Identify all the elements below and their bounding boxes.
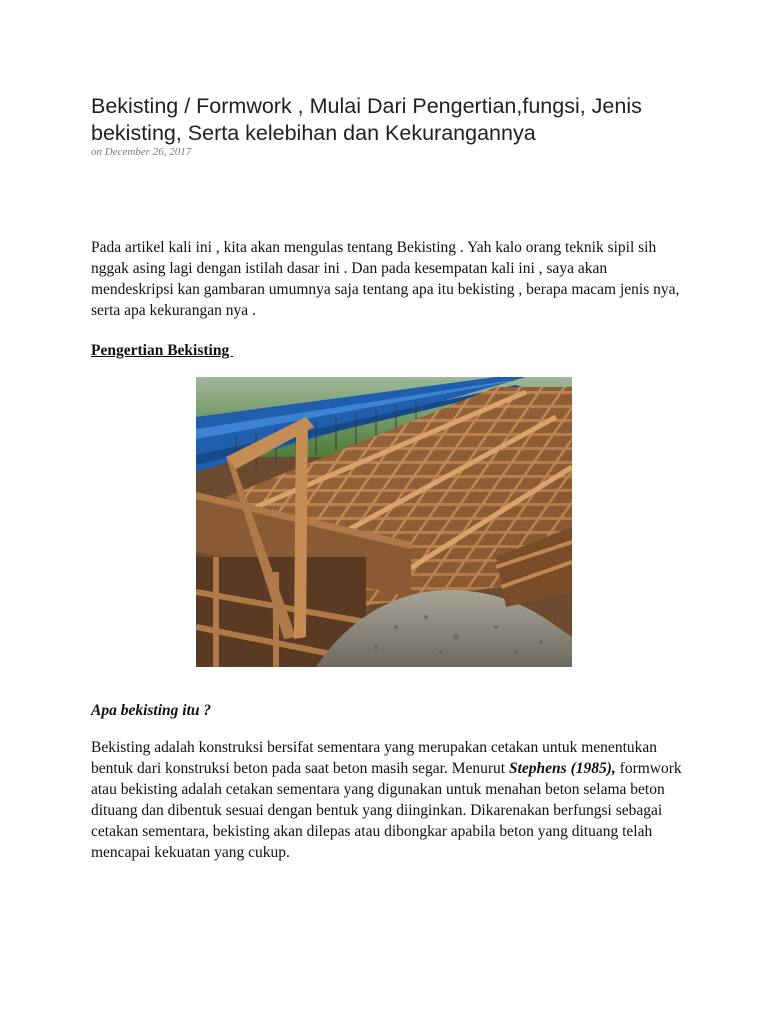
- reference-citation: Stephens (1985),: [508, 760, 616, 777]
- definition-paragraph: [91, 737, 691, 863]
- article-title: Bekisting / Formwork , Mulai Dari Pengertian,fungsi, Jenis bekisting, Serta kelebihan dan Kekurangannya: [91, 94, 642, 145]
- intro-paragraph: Pada artikel kali ini , kita akan mengulas tentang Bekisting . Yah kalo orang teknik sipil sih nggak asing lagi dengan istilah dasar ini . Dan pada kesempatan kali ini , saya akan mendeskripsi kan gambaran umumnya saja tentang apa itu bekisting , berapa macam jenis nya, serta apa kekurangan nya .: [91, 239, 680, 319]
- section-heading-pengertian: Pengertian Bekisting: [91, 342, 234, 359]
- bridge-deck-formwork-photo: [196, 377, 572, 667]
- definition-text-part2: formwork atau bekisting adalah cetakan sementara yang digunakan untuk menahan beton selama beton dituang dan dibentuk sesuai dengan bentuk yang diinginkan. Dikarenakan berfungsi sebagai cetakan sementara, bekisting akan dilepas atau dibongkar apabila beton yang dituang telah mencapai kekuatan yang cukup.: [91, 760, 682, 861]
- definition-text-part1: Bekisting adalah konstruksi bersifat sementara yang merupakan cetakan untuk menentukan bentuk dari konstruksi beton pada saat beton masih segar. Menurut: [91, 739, 657, 777]
- post-date: on December 26, 2017: [91, 146, 192, 158]
- question-heading: Apa bekisting itu ?: [91, 702, 212, 719]
